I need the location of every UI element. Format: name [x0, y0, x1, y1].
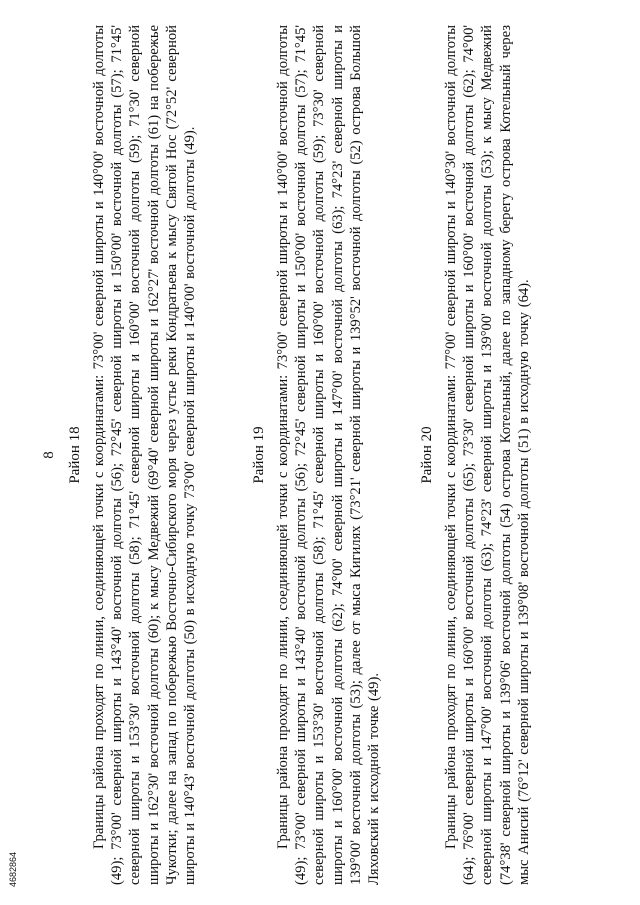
document-code-text: 4682864: [8, 851, 18, 887]
district-section-18: [66, 25, 199, 885]
rotated-page-content: [20, 25, 620, 885]
section-body: Границы района проходят по линии, соединяющей точки с координатами: 73°00' северной широты и 140°00' восточной долготы (49); 73°00' северной широты и 143°40' восточной долготы (56); 72°45' северной широты и 150°00' восточной долготы (57); 71°45' северной широты и 153°30' восточной долготы (58); 71°45' северной широты и 160°00' восточной долготы (59); 71°30' северной широты и 162°30' восточной долготы (60); к мысу Медвежий (69°40' северной широты и 162°27' восточной долготы (61) на побережье Чукотки; далее на запад по побережью Восточно-Сибирского моря через устье реки Кондратьева к мысу Святой Нос (72°52' северной широты и 140°43' восточной долготы (50) в исходную точку 73°00' северной широты и 140°00' восточной долготы (49).: [91, 25, 199, 885]
document-code: [8, 807, 32, 887]
section-title: Район 20: [419, 426, 435, 484]
section-title: Район 19: [251, 426, 267, 484]
section-body: Границы района проходят по линии, соединяющей точки с координатами: 77°00' северной широты и 140°30' восточной долготы (64); 76°00' северной широты и 160°00' восточной долготы (65); 73°30' северной широты и 160°00' восточной долготы (62); 74°00' северной широты и 147°00' восточной долготы (63); 74°23' северной широты и 139°00' восточной долготы (53); к мысу Медвежий (74°38' северной широты и 139°06' восточной долготы (54) острова Котельный, далее по западному берегу острова Котельный через мыс Анисий (76°12' северной широты и 139°08' восточной долготы (51) в исходную точку (64).: [443, 25, 532, 885]
district-section-20: [418, 25, 533, 885]
page-number: 8: [41, 451, 57, 459]
section-body: Границы района проходят по линии, соединяющей точки с координатами: 73°00' северной широты и 140°00' восточной долготы (49); 73°00' северной широты и 143°40' восточной долготы (56); 72°45' северной широты и 150°00' восточной долготы (57); 71°45' северной широты и 153°30' восточной долготы (58); 71°45' северной широты и 160°00' восточной долготы (59); 73°30' северной широты и 160°00' восточной долготы (62); 74°00' северной широты и 147°00' восточной долготы (63); 74°23' северной широты и 139°00' восточной долготы (53); далее от мыса Кигилях (73°21' северной широты и 139°52' восточной долготы (52) острова Большой Ляховский к исходной точке (49).: [275, 25, 383, 885]
section-title: Район 18: [67, 426, 83, 484]
district-section-19: [250, 25, 383, 885]
